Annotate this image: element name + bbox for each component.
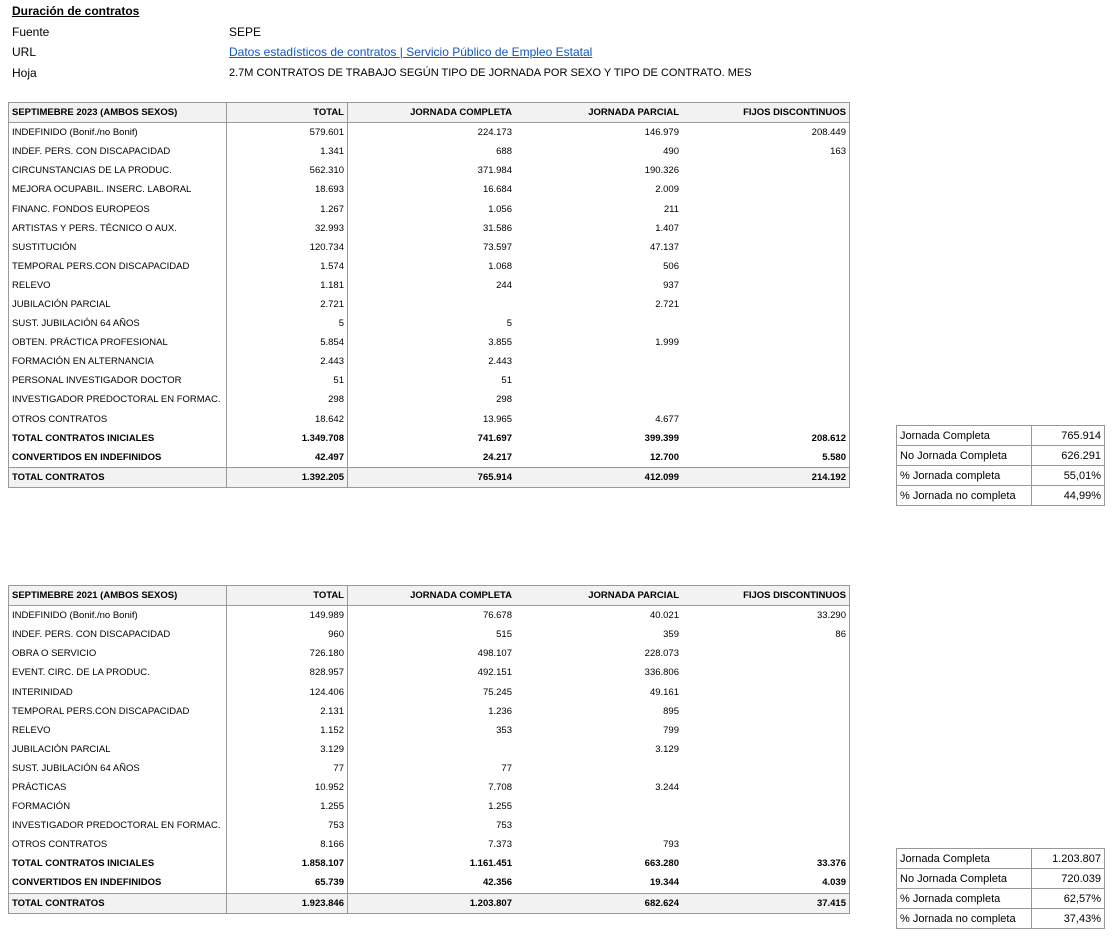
value-cell: 13.965: [482, 413, 512, 425]
value-cell: 960: [227, 625, 348, 644]
value-cell: 399.399: [644, 432, 679, 444]
value-cell: 1.407: [655, 222, 679, 234]
value-cell: 1.255: [227, 797, 348, 816]
table-header-row: [9, 586, 850, 606]
value-cell: 371.984: [477, 165, 512, 177]
row-label-cell: ARTISTAS Y PERS. TÉCNICO O AUX.: [9, 219, 227, 238]
value-cell: [515, 759, 682, 778]
table-row: [9, 873, 850, 893]
row-label-cell: TOTAL CONTRATOS INICIALES: [9, 854, 227, 873]
value-cell: 579.601: [227, 123, 348, 143]
value-cell: 726.180: [227, 644, 348, 663]
summary-label-cell: Jornada Completa: [897, 849, 1032, 869]
value-cell: 190.326: [644, 165, 679, 177]
table-body: [9, 123, 850, 488]
value-cell: 688: [496, 146, 512, 158]
value-cell: 359: [663, 629, 679, 641]
table-row: [9, 352, 850, 371]
value-cell: 2.131: [227, 702, 348, 721]
value-cell: 149.989: [227, 606, 348, 626]
summary-row: [897, 849, 1105, 869]
value-cell: 515: [496, 629, 512, 641]
value-cell: 8.166: [227, 835, 348, 854]
row-label-cell: INVESTIGADOR PREDOCTORAL EN FORMAC.: [9, 390, 227, 409]
summary-value-cell: 626.291: [1032, 446, 1105, 466]
value-cell: 1.255: [488, 801, 512, 813]
value-cell: 7.708: [488, 781, 512, 793]
value-cell: 336.806: [644, 667, 679, 679]
value-cell: 5: [227, 314, 348, 333]
summary-row: [897, 426, 1105, 446]
row-label-cell: INTERINIDAD: [9, 682, 227, 701]
value-cell: 5: [506, 318, 512, 330]
value-cell: [515, 816, 682, 835]
value-cell: 18.642: [227, 410, 348, 429]
value-cell: 765.914: [348, 467, 516, 487]
value-cell: [682, 257, 850, 276]
header-jornada-completa: JORNADA COMPLETA: [348, 103, 516, 123]
table-row: [9, 778, 850, 797]
value-cell: 19.344: [649, 877, 679, 889]
row-label-cell: INDEF. PERS. CON DISCAPACIDAD: [9, 625, 227, 644]
value-cell: 3.129: [655, 743, 679, 755]
value-cell: [682, 333, 850, 352]
table-row: [9, 448, 850, 468]
value-cell: 77: [227, 759, 348, 778]
row-label-cell: FORMACIÓN EN ALTERNANCIA: [9, 352, 227, 371]
value-cell: 32.993: [227, 219, 348, 238]
row-label-cell: TOTAL CONTRATOS INICIALES: [9, 429, 227, 448]
value-cell: 490: [663, 146, 679, 158]
value-cell: [682, 410, 850, 429]
table-row: [9, 797, 850, 816]
header-total: TOTAL: [227, 103, 348, 123]
table-row: [9, 467, 850, 487]
value-cell: [682, 759, 850, 778]
value-cell: 298: [496, 394, 512, 406]
table-row: [9, 625, 850, 644]
value-cell: 124.406: [227, 682, 348, 701]
value-cell: [682, 390, 850, 409]
table-row: [9, 644, 850, 663]
row-label-cell: PERSONAL INVESTIGADOR DOCTOR: [9, 371, 227, 390]
row-label-cell: FORMACIÓN: [9, 797, 227, 816]
value-cell: 33.376: [816, 858, 846, 870]
value-cell: [682, 644, 850, 663]
value-cell: 1.152: [227, 721, 348, 740]
header-category: SEPTIMEBRE 2021 (AMBOS SEXOS): [9, 586, 227, 606]
table-row: [9, 333, 850, 352]
value-cell: 4.677: [655, 413, 679, 425]
table-row: [9, 663, 850, 682]
value-cell: 120.734: [227, 238, 348, 257]
value-cell: 412.099: [515, 467, 682, 487]
row-label-cell: TEMPORAL PERS.CON DISCAPACIDAD: [9, 702, 227, 721]
value-cell: 1.056: [488, 203, 512, 215]
value-cell: 1.349.708: [227, 429, 348, 448]
value-cell: [515, 314, 682, 333]
value-cell: 2.443: [488, 356, 512, 368]
value-cell: 4.039: [822, 877, 846, 889]
row-label-cell: SUSTITUCIÓN: [9, 238, 227, 257]
value-cell: 3.855: [488, 337, 512, 349]
value-cell: 7.373: [488, 839, 512, 851]
value-cell: [682, 180, 850, 199]
summary-row: [897, 889, 1105, 909]
value-cell: 895: [663, 705, 679, 717]
value-cell: 753: [496, 820, 512, 832]
value-cell: 1.574: [227, 257, 348, 276]
row-label-cell: RELEVO: [9, 276, 227, 295]
summary-value-cell: 37,43%: [1032, 909, 1105, 929]
header-jornada-completa: JORNADA COMPLETA: [348, 586, 516, 606]
value-cell: 3.244: [655, 781, 679, 793]
hoja-label: Hoja: [12, 66, 37, 80]
header-total: TOTAL: [227, 586, 348, 606]
table-row: [9, 759, 850, 778]
summary-value-cell: 62,57%: [1032, 889, 1105, 909]
row-label-cell: PRÁCTICAS: [9, 778, 227, 797]
row-label-cell: OTROS CONTRATOS: [9, 835, 227, 854]
value-cell: 2.009: [655, 184, 679, 196]
summary-row: [897, 486, 1105, 506]
value-cell: 2.721: [655, 298, 679, 310]
row-label-cell: RELEVO: [9, 721, 227, 740]
value-cell: [682, 276, 850, 295]
value-cell: 24.217: [482, 451, 512, 463]
document-title: Duración de contratos: [12, 4, 140, 18]
row-label-cell: TEMPORAL PERS.CON DISCAPACIDAD: [9, 257, 227, 276]
summary-value-cell: 765.914: [1032, 426, 1105, 446]
header-jornada-parcial: JORNADA PARCIAL: [515, 103, 682, 123]
value-cell: [348, 295, 516, 314]
value-cell: 1.181: [227, 276, 348, 295]
summary-value-cell: 1.203.807: [1032, 849, 1105, 869]
row-label-cell: CONVERTIDOS EN INDEFINIDOS: [9, 873, 227, 893]
table-2021: [8, 585, 850, 914]
summary-row: [897, 466, 1105, 486]
value-cell: 163: [830, 146, 846, 158]
table-row: [9, 219, 850, 238]
url-label: URL: [12, 45, 37, 59]
table-row: [9, 276, 850, 295]
summary-row: [897, 446, 1105, 466]
table-row: [9, 142, 850, 161]
value-cell: 47.137: [649, 241, 679, 253]
value-cell: 214.192: [682, 467, 850, 487]
value-cell: 298: [227, 390, 348, 409]
table-row: [9, 410, 850, 429]
row-label-cell: INDEFINIDO (Bonif./no Bonif): [9, 606, 227, 626]
row-label-cell: INDEF. PERS. CON DISCAPACIDAD: [9, 142, 227, 161]
table-row: [9, 721, 850, 740]
value-cell: 799: [663, 724, 679, 736]
summary-label-cell: No Jornada Completa: [897, 446, 1032, 466]
table-row: [9, 854, 850, 873]
value-cell: [682, 352, 850, 371]
value-cell: 76.678: [482, 610, 512, 622]
value-cell: [682, 219, 850, 238]
header-jornada-parcial: JORNADA PARCIAL: [515, 586, 682, 606]
summary-label-cell: % Jornada no completa: [897, 486, 1032, 506]
table-row: [9, 123, 850, 143]
value-cell: 1.203.807: [348, 893, 516, 913]
header-fijos-discontinuos: FIJOS DISCONTINUOS: [682, 586, 850, 606]
value-cell: [682, 816, 850, 835]
value-cell: 1.068: [488, 260, 512, 272]
source-link[interactable]: Datos estadísticos de contratos | Servicio Público de Empleo Estatal: [229, 45, 593, 59]
value-cell: 353: [496, 724, 512, 736]
value-cell: [682, 702, 850, 721]
summary-row: [897, 909, 1105, 929]
value-cell: 73.597: [482, 241, 512, 253]
row-label-cell: EVENT. CIRC. DE LA PRODUC.: [9, 663, 227, 682]
row-label-cell: OBTEN. PRÁCTICA PROFESIONAL: [9, 333, 227, 352]
fuente-value: SEPE: [229, 25, 262, 39]
table-row: [9, 606, 850, 626]
table-row: [9, 257, 850, 276]
value-cell: 16.684: [482, 184, 512, 196]
value-cell: 1.999: [655, 337, 679, 349]
summary-value-cell: 720.039: [1032, 869, 1105, 889]
value-cell: 33.290: [816, 610, 846, 622]
fuente-label: Fuente: [12, 25, 50, 39]
value-cell: 228.073: [644, 648, 679, 660]
summary-2021: [896, 848, 1105, 929]
value-cell: 12.700: [649, 451, 679, 463]
value-cell: [682, 238, 850, 257]
summary-row: [897, 869, 1105, 889]
value-cell: 562.310: [227, 161, 348, 180]
row-label-cell: CONVERTIDOS EN INDEFINIDOS: [9, 448, 227, 468]
value-cell: 1.392.205: [227, 467, 348, 487]
table-row: [9, 371, 850, 390]
value-cell: 10.952: [227, 778, 348, 797]
table-row: [9, 835, 850, 854]
value-cell: 793: [663, 839, 679, 851]
table-row: [9, 314, 850, 333]
table-row: [9, 740, 850, 759]
value-cell: 208.449: [811, 127, 846, 139]
value-cell: [682, 778, 850, 797]
value-cell: 31.586: [482, 222, 512, 234]
value-cell: 3.129: [227, 740, 348, 759]
value-cell: 77: [501, 762, 512, 774]
header-fijos-discontinuos: FIJOS DISCONTINUOS: [682, 103, 850, 123]
summary-2023: [896, 425, 1105, 506]
summary-value-cell: 44,99%: [1032, 486, 1105, 506]
value-cell: 2.443: [227, 352, 348, 371]
row-label-cell: TOTAL CONTRATOS: [9, 893, 227, 913]
value-cell: 1.341: [227, 142, 348, 161]
table-row: [9, 816, 850, 835]
value-cell: [682, 314, 850, 333]
value-cell: [682, 682, 850, 701]
value-cell: 244: [496, 279, 512, 291]
table-row: [9, 682, 850, 701]
value-cell: 75.245: [482, 686, 512, 698]
value-cell: 2.721: [227, 295, 348, 314]
value-cell: 208.612: [811, 432, 846, 444]
table-row: [9, 893, 850, 913]
value-cell: 498.107: [477, 648, 512, 660]
table-row: [9, 702, 850, 721]
value-cell: 51: [227, 371, 348, 390]
value-cell: [515, 371, 682, 390]
table-row: [9, 295, 850, 314]
value-cell: 1.161.451: [469, 858, 512, 870]
summary-label-cell: % Jornada completa: [897, 466, 1032, 486]
row-label-cell: SUST. JUBILACIÓN 64 AÑOS: [9, 759, 227, 778]
row-label-cell: JUBILACIÓN PARCIAL: [9, 740, 227, 759]
value-cell: [682, 835, 850, 854]
value-cell: [515, 797, 682, 816]
summary-label-cell: Jornada Completa: [897, 426, 1032, 446]
value-cell: 1.236: [488, 705, 512, 717]
value-cell: 42.356: [482, 877, 512, 889]
hoja-value: 2.7M CONTRATOS DE TRABAJO SEGÚN TIPO DE JORNADA POR SEXO Y TIPO DE CONTRATO. MES: [229, 67, 752, 79]
value-cell: 753: [227, 816, 348, 835]
table-row: [9, 429, 850, 448]
value-cell: 37.415: [682, 893, 850, 913]
value-cell: 51: [501, 375, 512, 387]
row-label-cell: SUST. JUBILACIÓN 64 AÑOS: [9, 314, 227, 333]
value-cell: 211: [663, 203, 679, 215]
header-category: SEPTIMEBRE 2023 (AMBOS SEXOS): [9, 103, 227, 123]
value-cell: 1.923.846: [227, 893, 348, 913]
value-cell: 40.021: [649, 610, 679, 622]
value-cell: 86: [835, 629, 846, 641]
row-label-cell: INVESTIGADOR PREDOCTORAL EN FORMAC.: [9, 816, 227, 835]
table-row: [9, 180, 850, 199]
table-2023: [8, 102, 850, 488]
row-label-cell: CIRCUNSTANCIAS DE LA PRODUC.: [9, 161, 227, 180]
value-cell: 506: [663, 260, 679, 272]
value-cell: 937: [663, 279, 679, 291]
value-cell: 18.693: [227, 180, 348, 199]
row-label-cell: MEJORA OCUPABIL. INSERC. LABORAL: [9, 180, 227, 199]
value-cell: [682, 740, 850, 759]
table-row: [9, 161, 850, 180]
value-cell: [682, 295, 850, 314]
value-cell: 224.173: [477, 127, 512, 139]
value-cell: [515, 352, 682, 371]
row-label-cell: OBRA O SERVICIO: [9, 644, 227, 663]
table-header-row: [9, 103, 850, 123]
value-cell: [348, 740, 516, 759]
value-cell: 146.979: [644, 127, 679, 139]
value-cell: [682, 663, 850, 682]
table-row: [9, 238, 850, 257]
row-label-cell: JUBILACIÓN PARCIAL: [9, 295, 227, 314]
value-cell: 5.854: [227, 333, 348, 352]
summary-label-cell: % Jornada completa: [897, 889, 1032, 909]
value-cell: 49.161: [649, 686, 679, 698]
row-label-cell: TOTAL CONTRATOS: [9, 467, 227, 487]
summary-label-cell: % Jornada no completa: [897, 909, 1032, 929]
value-cell: 663.280: [644, 858, 679, 870]
value-cell: 42.497: [227, 448, 348, 468]
row-label-cell: FINANC. FONDOS EUROPEOS: [9, 199, 227, 218]
row-label-cell: INDEFINIDO (Bonif./no Bonif): [9, 123, 227, 143]
value-cell: 5.580: [822, 451, 846, 463]
value-cell: 828.957: [227, 663, 348, 682]
table-row: [9, 199, 850, 218]
value-cell: 65.739: [227, 873, 348, 893]
value-cell: [515, 390, 682, 409]
summary-label-cell: No Jornada Completa: [897, 869, 1032, 889]
value-cell: [682, 161, 850, 180]
value-cell: 1.858.107: [227, 854, 348, 873]
value-cell: [682, 371, 850, 390]
summary-value-cell: 55,01%: [1032, 466, 1105, 486]
row-label-cell: OTROS CONTRATOS: [9, 410, 227, 429]
value-cell: [682, 721, 850, 740]
value-cell: [682, 199, 850, 218]
value-cell: 682.624: [515, 893, 682, 913]
value-cell: 1.267: [227, 199, 348, 218]
value-cell: 741.697: [477, 432, 512, 444]
value-cell: [682, 797, 850, 816]
value-cell: 492.151: [477, 667, 512, 679]
table-row: [9, 390, 850, 409]
table-body: [9, 606, 850, 914]
